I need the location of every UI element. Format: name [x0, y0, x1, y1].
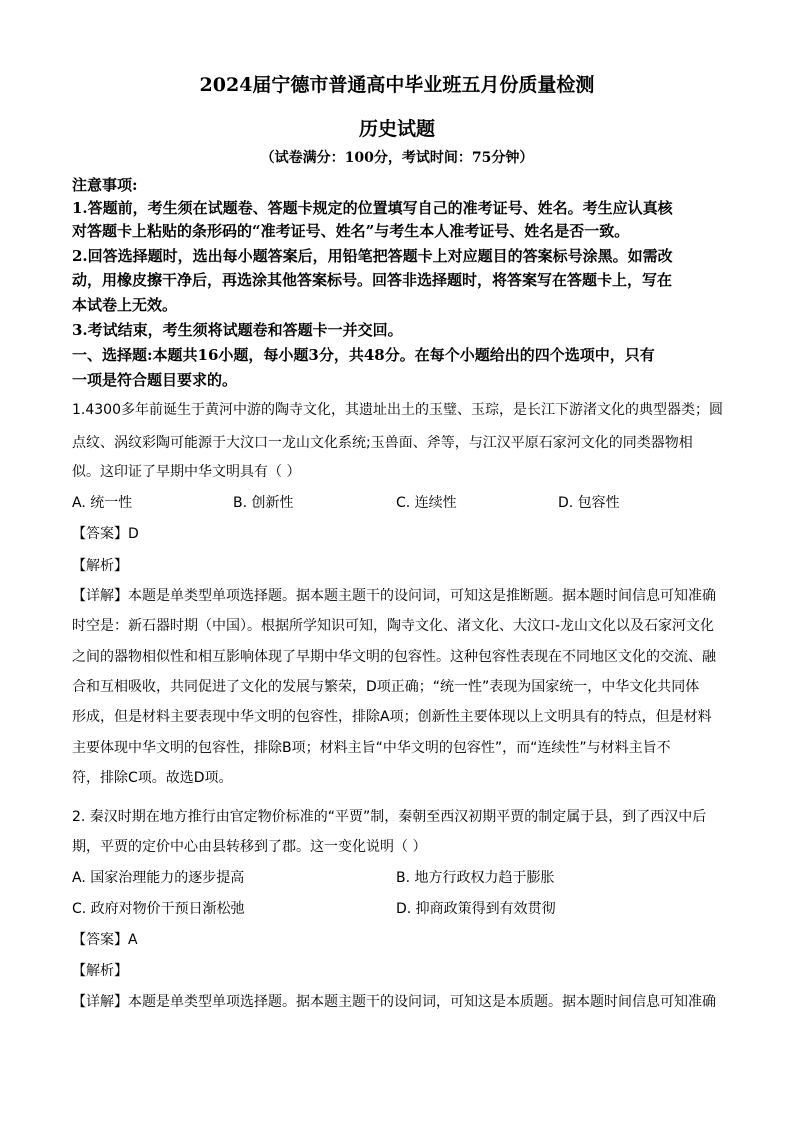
question-stem: 2. 秦汉时期在地方推行由官定物价标准的“平贾”制，秦朝至西汉初期平贾的制定属于县，到了西汉中后 [72, 809, 707, 825]
notice-line: 对答题卡上粘贴的条形码的“准考证号、姓名”与考生本人准考证号、姓名是否一致。 [72, 222, 630, 240]
notice-heading: 注意事项: [72, 176, 138, 194]
notice-line: 1.答题前，考生须在试题卷、答题卡规定的位置填写自己的准考证号、姓名。考生应认真核 [72, 199, 673, 217]
question-stem: 点纹、涡纹彩陶可能源于大汶口一龙山文化系统;玉兽面、斧等，与江汉平原石家河文化的同类器物相 [72, 435, 693, 451]
option-a: A. 统一性 [72, 495, 133, 511]
detail-line: 主要体现中华文明的包容性，排除B项；材料主旨“中华文明的包容性”，而“连续性”与材料主旨不 [72, 740, 671, 756]
question-stem: 似。这印证了早期中华文明具有（ ） [72, 464, 301, 480]
option-a: A. 国家治理能力的逐步提高 [72, 870, 245, 886]
section-heading: 一、选择题:本题共16小题，每小题3分，共48分。在每个小题给出的四个选项中，只有 [72, 346, 655, 364]
analysis-label: 【解析】 [72, 963, 128, 979]
option-b: B. 创新性 [233, 495, 294, 511]
option-c: C. 连续性 [396, 495, 457, 511]
question-stem: 1.4300多年前诞生于黄河中游的陶寺文化，其遗址出土的玉璧、玉琮，是长江下游渚文化的典型器类；圆 [72, 402, 723, 418]
answer-value: D [128, 526, 139, 542]
notice-line: 动，用橡皮擦干净后，再选涂其他答案标号。回答非选择题时，将答案写在答题卡上，写在 [72, 271, 673, 289]
option-d: D. 抑商政策得到有效贯彻 [396, 901, 556, 917]
detail-label: 【详解】 [72, 588, 128, 604]
detail-line: 符，排除C项。故选D项。 [72, 770, 233, 786]
question-stem: 期，平贾的定价中心由县转移到了郡。这一变化说明（ ） [72, 839, 427, 855]
exam-title: 2024届宁德市普通高中毕业班五月份质量检测 [199, 74, 595, 96]
option-b: B. 地方行政权力趋于膨胀 [396, 870, 555, 886]
detail-line: 时空是：新石器时期（中国）。根据所学知识可知，陶寺文化、渚文化、大汶口-龙山文化以及石家河文化 [72, 618, 715, 634]
notice-line: 本试卷上无效。 [72, 296, 178, 314]
answer-label: 【答案】 [72, 932, 128, 948]
detail-line: 形成，但是材料主要表现中华文明的包容性，排除A项；创新性主要体现以上文明具有的特点，但是材料 [72, 709, 712, 725]
option-c: C. 政府对物价干预日渐松弛 [72, 901, 245, 917]
section-heading: 一项是符合题目要求的。 [72, 371, 238, 389]
answer-value: A [128, 932, 138, 948]
subject-title: 历史试题 [358, 118, 435, 140]
answer-label: 【答案】 [72, 526, 128, 542]
detail-line: 之间的器物相似性和相互影响体现了早期中华文明的包容性。这种包容性表现在不同地区文化的交流、融 [72, 649, 716, 665]
notice-line: 2.回答选择题时，选出每小题答案后，用铅笔把答题卡上对应题目的答案标号涂黑。如需改 [72, 247, 673, 265]
detail-line: 合和互相吸收，共同促进了文化的发展与繁荣，D项正确；“统一性”表现为国家统一，中华文化共同体 [72, 679, 700, 695]
detail-line: 本题是单类型单项选择题。据本题主题干的设问词，可知这是本质题。据本题时间信息可知准确 [128, 994, 716, 1010]
detail-label: 【详解】 [72, 994, 128, 1010]
detail-line: 本题是单类型单项选择题。据本题主题干的设问词，可知这是推断题。据本题时间信息可知准确 [128, 588, 716, 604]
option-d: D. 包容性 [558, 495, 620, 511]
exam-meta: （试卷满分：100分，考试时间：75分钟） [260, 150, 534, 166]
analysis-label: 【解析】 [72, 558, 128, 574]
notice-line: 3.考试结束，考生须将试题卷和答题卡一并交回。 [72, 321, 403, 339]
